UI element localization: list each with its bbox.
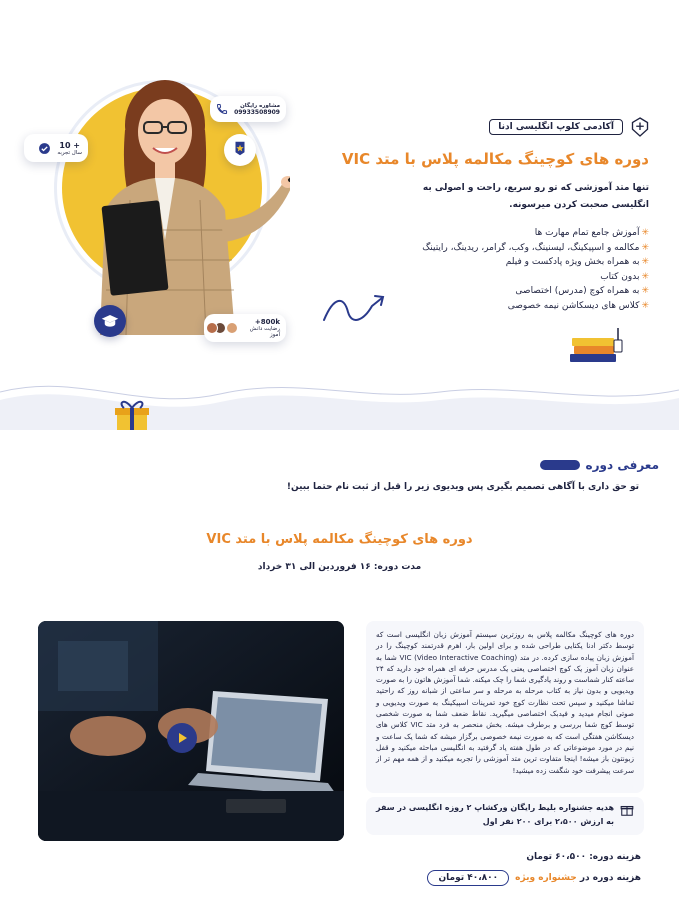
avatar-group [210, 322, 238, 334]
experience-value: 10 + [59, 140, 80, 150]
hero-description: تنها متد آموزشی که تو رو سریع، راحت و اصولی به انگلیسی صحبت کردن میرسونه. [422, 183, 649, 210]
avatar [206, 322, 218, 334]
star-icon: ✳ [641, 257, 649, 267]
section-title [540, 455, 659, 475]
gift-outline-icon [620, 803, 634, 817]
feature-item: ✳آموزش جامع تمام مهارت ها [534, 228, 649, 238]
section-title-text: معرفی دوره [585, 458, 659, 472]
academy-logo-icon [631, 117, 649, 137]
avatar [226, 322, 238, 334]
star-icon: ✳ [641, 271, 649, 282]
festival-price-row [427, 870, 641, 886]
video-play-button[interactable] [167, 723, 197, 753]
course-price: هزینه دوره: ۶۰،۵۰۰ تومان [526, 852, 641, 862]
course-description: دوره های کوچینگ مکالمه پلاس به روزترین سیستم آموزش زبان انگلیسی است که توسط دکتر ادنا یکتایی طراحی شده و برای اولین بار، اهرم قدرتمند کوچینگ را در آموزش زبان پیاده سازی کرده. در متد VIC (Video Interactive Coaching) شما به عنوان زبان آموز یک کوچ اختصاصی یعنی یک مدرس حرفه ای همراه خود دارید که ۲۴ ساعته کنار شماست و روند یادگیری شما را چک میکنه. شما آموزش هاتون را به صورت ویدیویی و بدون نیاز به کتاب مرحله به مرحله و سر ساعتی از شبانه روز که راحتید تماشا میکنید و سپس تحت نظارت کوچ خود تمرینات اسپیکینگ به صورت ویدیویی و صوتی انجام میدید و فیدبک اختصاصی میگیرید. نقاط ضعف شما به صورت شخصی توسط کوچ شما بررسی و برطرف میشه. بخش منحصر به فرد متد VIC کلاس های دیسکاشن هفتگی است که به صورت نیمه خصوصی برگزار میشه که شما یک ساعت و نیم در مورد موضوعاتی که در طول هفته یاد گرفتید به انگلیسی مباحثه میکنید و قفل زبونتون باز میشه! اینجا متفاوت ترین متد آموزشی را تجربه میکنید و از همه مهم تر از سرعت پیشرفت خود شگفت زده میشید! [376, 630, 634, 775]
hero-title: دوره های کوچینگ مکالمه پلاس با متد VIC [341, 150, 649, 168]
brand [489, 112, 649, 142]
brand-label: آکادمی کلوپ انگلیسی ادنا [489, 119, 623, 135]
wave-divider [0, 370, 679, 430]
graduation-badge [94, 305, 126, 337]
experience-label: سال تجربه [57, 149, 82, 156]
play-icon [176, 732, 188, 744]
gift-icon [112, 395, 152, 430]
phone-icon [216, 102, 228, 116]
course-dates: مدت دوره: ۱۶ فروردین الی ۳۱ خرداد [257, 562, 422, 572]
star-icon: ✳ [641, 242, 649, 253]
gift-text: هدیه جشنواره بلیط رایگان ورکشاپ ۲ روزه انگلیسی در سفر به ارزش ۲،۵۰۰ برای ۲۰۰ نفر اول [376, 803, 614, 826]
festival-price-label: هزینه دوره در جشنواره ویژه [515, 873, 641, 883]
consult-label: مشاوره رایگان [240, 102, 280, 109]
award-badge [224, 134, 256, 166]
hero-section [0, 0, 679, 430]
feature-item: ✳کلاس های دیسکاشن نیمه خصوصی [507, 300, 649, 311]
section-subtitle: تو حق داری با آگاهی تصمیم بگیری پس ویدیوی زیر را قبل از ثبت نام حتما ببین! [286, 482, 639, 492]
feature-item: ✳به همراه کوچ (مدرس) اختصاصی [515, 286, 649, 296]
check-circle-icon [38, 142, 51, 155]
course-description-box [366, 621, 644, 793]
feature-list [389, 226, 649, 313]
curvy-arrow-icon [320, 290, 390, 330]
consult-card[interactable] [210, 96, 286, 122]
festival-price: ۴۰،۸۰۰ تومان [427, 870, 509, 886]
students-value: +800k [254, 318, 280, 326]
feature-item: ✳مکالمه و اسپیکینگ، لیسنینگ، وکب، گرامر، ریدینگ، رایتینگ [422, 242, 649, 253]
students-label: رضایت دانش آموز [249, 326, 280, 338]
feature-item: ✳به همراه بخش ویژه پادکست و فیلم [505, 257, 649, 267]
consult-phone[interactable]: 09933508909 [234, 108, 280, 116]
section-title-pill [540, 460, 580, 470]
star-icon: ✳ [641, 228, 649, 238]
graduation-cap-icon [101, 313, 119, 329]
books-icon [566, 320, 626, 368]
star-icon: ✳ [641, 300, 649, 311]
star-icon: ✳ [641, 286, 649, 296]
course-title: دوره های کوچینگ مکالمه پلاس با متد VIC [206, 532, 473, 547]
gift-offer [366, 797, 644, 835]
award-icon [231, 140, 249, 160]
experience-card [24, 134, 88, 162]
feature-item: ✳بدون کتاب [600, 271, 649, 282]
students-card [204, 314, 286, 342]
